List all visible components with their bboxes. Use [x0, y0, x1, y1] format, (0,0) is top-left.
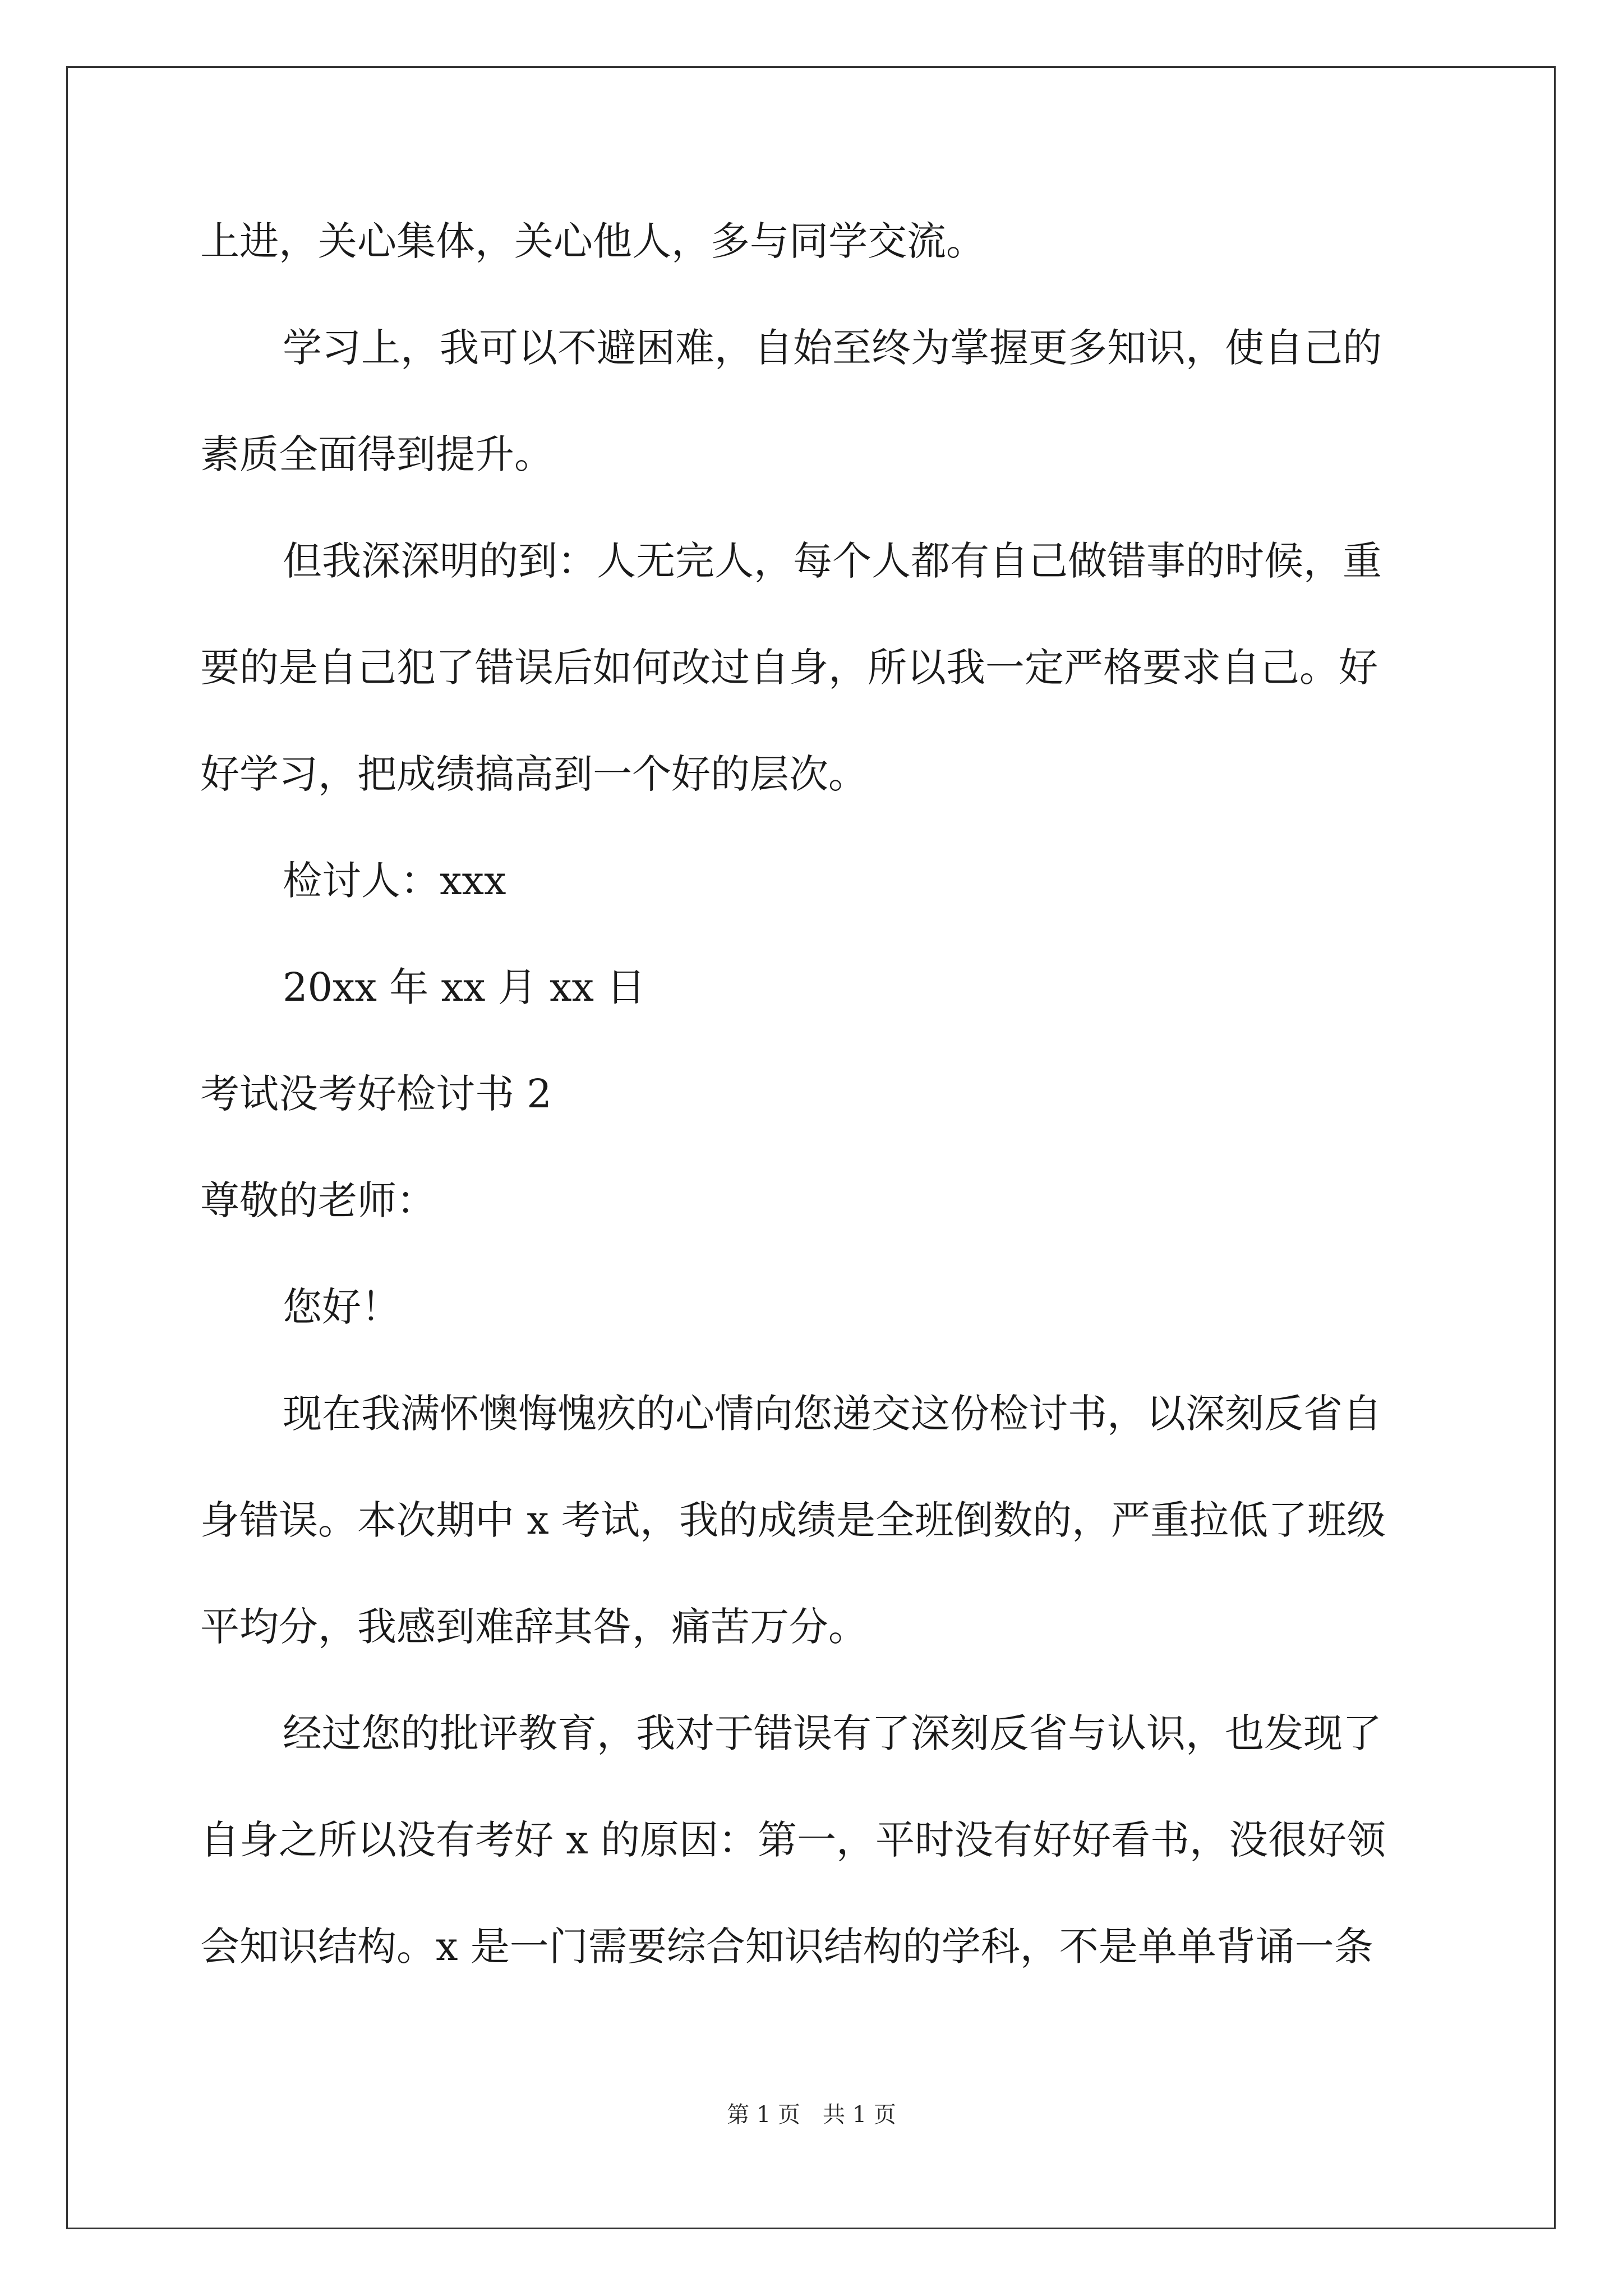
text-line: 平均分，我感到难辞其咎，痛苦万分。: [200, 1604, 868, 1650]
text-line: 身错误。本次期中 x 考试，我的成绩是全班倒数的，严重拉低了班级: [200, 1497, 1386, 1543]
paragraph-start: 经过您的批评教育，我对于错误有了深刻反省与认识，也发现了: [283, 1710, 1382, 1756]
page-footer: 第 1 页 共 1 页: [727, 2102, 896, 2128]
paragraph-start: 但我深深明的到：人无完人，每个人都有自己做错事的时候，重: [283, 538, 1382, 584]
text-line: 会知识结构。x 是一门需要综合知识结构的学科，不是单单背诵一条: [200, 1924, 1373, 1970]
date-line: 20xx 年 xx 月 xx 日: [283, 964, 646, 1010]
salutation: 尊敬的老师：: [200, 1177, 436, 1223]
text-line: 上进，关心集体，关心他人，多与同学交流。: [200, 218, 985, 264]
paragraph-start: 现在我满怀懊悔愧疚的心情向您递交这份检讨书，以深刻反省自: [283, 1391, 1382, 1437]
text-line: 好学习，把成绩搞高到一个好的层次。: [200, 751, 868, 797]
text-line: 自身之所以没有考好 x 的原因：第一，平时没有好好看书，没很好领: [200, 1817, 1386, 1863]
page-border: [66, 66, 1556, 2229]
greeting: 您好！: [283, 1284, 400, 1330]
paragraph-start: 学习上，我可以不避困难，自始至终为掌握更多知识，使自己的: [283, 325, 1382, 371]
text-line: 素质全面得到提升。: [200, 431, 554, 477]
section-title: 考试没考好检讨书 2: [200, 1071, 552, 1117]
text-line: 要的是自己犯了错误后如何改过自身，所以我一定严格要求自己。好: [200, 645, 1378, 691]
signer-line: 检讨人：xxx: [283, 858, 506, 904]
